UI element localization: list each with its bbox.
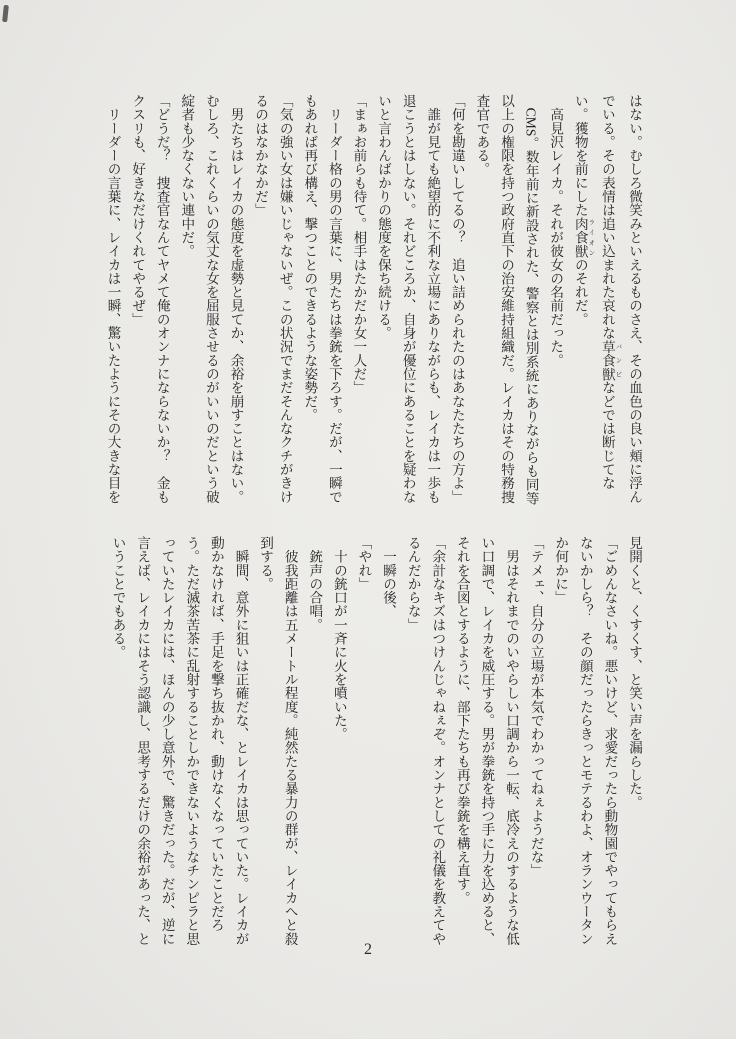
text-line: 「何を勘違いしてるの？ 追い詰められたのはあなたたちの方よ」 [449, 94, 465, 504]
text-line: 銃声の合唱。 [307, 536, 323, 632]
text-line: 誰が見ても絶望的に不利な立場にありながらも、レイカは一歩も [425, 94, 441, 504]
text-line: 到する。 [258, 536, 274, 591]
text-line: い口調で、レイカを威圧する。男が拳銃を持つ手に力を込めると、 [479, 536, 495, 946]
text-line: ないかしら？ その顔だったらきっとモテるわよ、オランウータン [577, 536, 593, 946]
text-line: それを合図とするように、部下たちも再び拳銃を構え直す。 [454, 536, 470, 905]
text-line: でいる。その表情は追い込まれた哀れな草食獣 バンビなどでは断じてな [599, 94, 622, 490]
text-line: 退こうとはしない。それどころか、自身が優位にあることを疑わな [400, 94, 416, 504]
text-line: むしろ、これくらいの気丈な女を屈服させるのがいいのだという破 [203, 94, 219, 504]
text-line: 瞬間、意外に狙いは正確だな、とレイカは思っていた。レイカが [233, 536, 249, 946]
text-line: 動かなければ、手足を撃ち抜かれ、動けなくなっていたことだろ [208, 536, 224, 932]
text-line: 言えば、レイカにはそう認識し、思考するだけの余裕があった、と [135, 536, 151, 946]
text-line: 彼我距離は五メートル程度。純然たる暴力の群が、レイカへと殺 [282, 536, 298, 946]
text-line: リーダーの言葉に、レイカは一瞬、驚いたようにその大きな目を [105, 94, 121, 504]
text-line: 査官である。 [474, 94, 490, 176]
text-line: 「テメェ、自分の立場が本気でわかってねぇようだな」 [528, 536, 544, 878]
text-line: CMS。数年前に新設された、警察とは別系統にありながらも同等 [523, 94, 539, 506]
text-line: 男はそれまでのいやらしい口調から一転、底冷えのするような低 [504, 536, 520, 946]
text-line: 高見沢レイカ。それが彼女の名前だった。 [548, 94, 564, 367]
text-line: 「まぁお前らも待て。相手はたかだか女一人だ」 [351, 94, 367, 395]
text-block-top [100, 94, 646, 508]
text-line: っていたレイカには、ほんの少し意外で、驚きだった。だが、逆に [159, 536, 175, 946]
text-line: う。ただ滅茶苦茶に乱射することしかできないようなチンピラと思 [184, 536, 200, 946]
text-line: 「気の強い女は嫌いじゃないぜ。この状況でまだそんなクチがきけ [277, 94, 293, 504]
text-line: 「ごめんなさいね。悪いけど、求愛だったら動物園でやってもらえ [602, 536, 618, 946]
text-line: もあれば再び構え、撃つことのできるような姿勢だ。 [302, 94, 318, 422]
text-line: 「余計なキズはつけんじゃねぇぞ。オンナとしての礼儀を教えてや [430, 536, 446, 946]
scan-artifact-mark [2, 5, 9, 22]
text-block-bottom [105, 536, 646, 948]
text-line: か何かに」 [553, 536, 569, 605]
text-line: 十の銃口が一斉に火を噴いた。 [331, 536, 347, 741]
text-line: い。獲物を前にした肉食獣 ライオンのそれだ。 [572, 94, 595, 327]
text-line: はない。むしろ微笑みといえるものさえ、その血色の良い頬に浮ん [627, 94, 642, 504]
text-line: いと言わんばかりの態度を保ち続ける。 [376, 94, 392, 340]
text-line: 「やれ」 [356, 536, 372, 591]
text-line: いうことでもある。 [110, 536, 126, 659]
text-line: 一瞬の後、 [381, 536, 397, 618]
text-line: 以上の権限を持つ政府直下の治安維持組織だ。レイカはその特務捜 [499, 94, 515, 504]
text-line: 綻者も少なくない連中だ。 [179, 94, 195, 258]
text-line: るんだからな」 [405, 536, 421, 632]
text-line: 男たちはレイカの態度を虚勢と見てか、余裕を崩すことはない。 [228, 94, 244, 504]
text-line: 「どうだ？ 捜査官なんてヤメて俺のオンナにならないか？ 金も [154, 94, 170, 504]
text-line: るのはなかなかだ」 [253, 94, 269, 217]
text-line: クスリも、好きなだけくれてやるぜ」 [130, 94, 146, 327]
text-line: リーダー格の男の言葉に、男たちは拳銃を下ろす。だが、一瞬で [326, 94, 342, 504]
page-number: 2 [364, 941, 372, 958]
text-line: 見開くと、くすくす、と笑い声を漏らした。 [627, 536, 642, 809]
